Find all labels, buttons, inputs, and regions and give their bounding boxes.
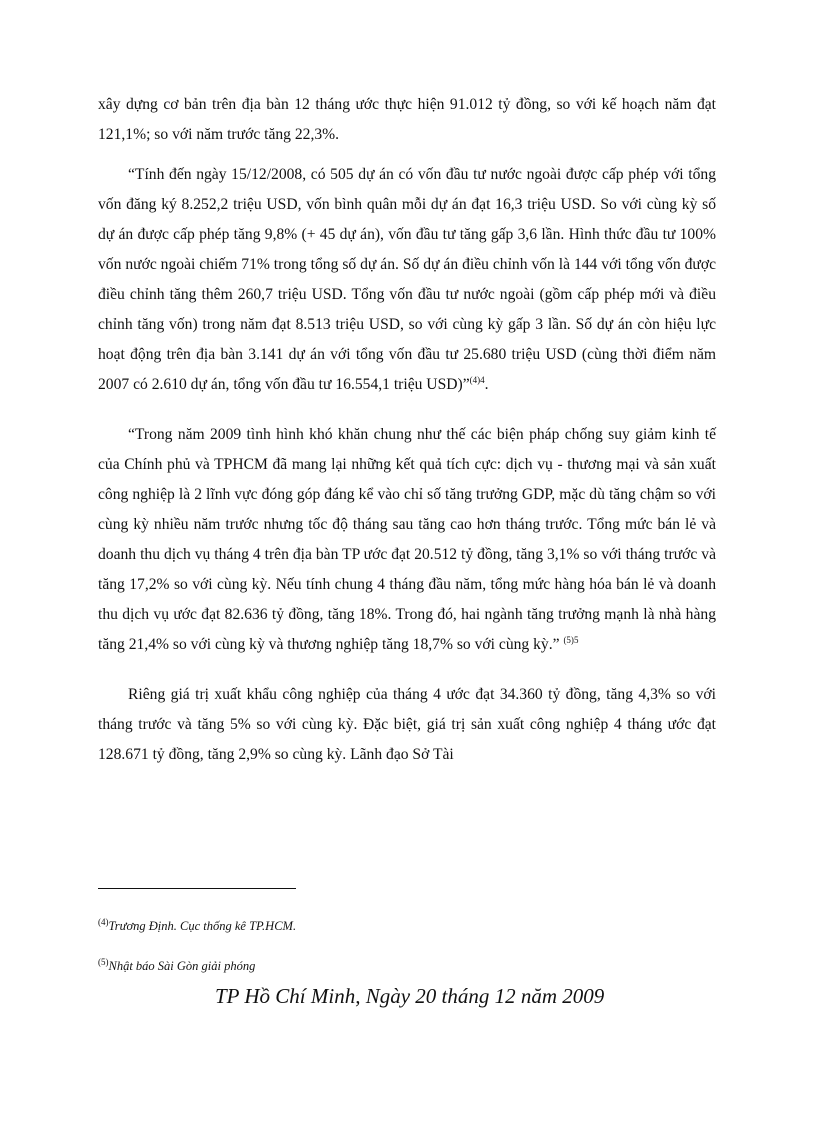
footnote-text: Nhật báo Sài Gòn giải phóng (108, 959, 256, 973)
paragraph-text: Riêng giá trị xuất khẩu công nghiệp của tháng 4 ước đạt 34.360 tỷ đồng, tăng 4,3% so với tháng trước và tăng 5% so với cùng kỳ. Đặc biệt, giá trị sản xuất công nghiệp 4 tháng ước đạt 128.671 tỷ đồng, tăng 2,9% so cùng kỳ. Lãnh đạo Sở Tài (98, 686, 716, 763)
footnote-marker: (4) (98, 916, 109, 927)
paragraph-economy-2009 (98, 420, 716, 660)
paragraph-construction-investment (98, 90, 716, 150)
footnote-4 (98, 918, 296, 934)
footnote-ref-4: (4) (469, 374, 481, 385)
footnote-separator (98, 888, 296, 889)
paragraph-text: xây dựng cơ bản trên địa bàn 12 tháng ước thực hiện 91.012 tỷ đồng, so với kế hoạch năm đạt 121,1%; so với năm trước tăng 22,3%. (98, 96, 716, 143)
paragraph-end-punct: . (484, 376, 489, 393)
footnote-marker: (5) (98, 956, 109, 967)
footnote-ref-5-dup: 5 (573, 634, 579, 645)
footnote-ref-5: (5) (563, 634, 574, 645)
paragraph-foreign-investment (98, 160, 716, 400)
paragraph-text: “Trong năm 2009 tình hình khó khăn chung như thế các biện pháp chống suy giảm kinh tế của Chính phủ và TPHCM đã mang lại những kết quả tích cực: dịch vụ - thương mại và sản xuất công nghiệp là 2 lĩnh vực đóng góp đáng kể vào chỉ số tăng trưởng GDP, mặc dù tăng chậm so với cùng kỳ nhiều năm trước nhưng tốc độ tháng sau tăng cao hơn tháng trước. Tổng mức bán lẻ và doanh thu dịch vụ tháng 4 trên địa bàn TP ước đạt 20.512 tỷ đồng, tăng 3,1% so với tháng trước và tăng 17,2% so với cùng kỳ. Nếu tính chung 4 tháng đầu năm, tổng mức hàng hóa bán lẻ và doanh thu dịch vụ ước đạt 82.636 tỷ đồng, tăng 18%. Trong đó, hai ngành tăng trưởng mạnh là nhà hàng tăng 21,4% so với cùng kỳ và thương nghiệp tăng 18,7% so với cùng kỳ.” (98, 426, 716, 653)
paragraph-industrial-export (98, 680, 716, 770)
footnote-5 (98, 958, 255, 974)
document-body (98, 90, 716, 770)
footnote-text: Trương Định. Cục thống kê TP.HCM. (108, 919, 297, 933)
date-signature-line: TP Hồ Chí Minh, Ngày 20 tháng 12 năm 2009 (215, 984, 605, 1008)
footnote-ref-4-dup: 4 (480, 374, 485, 385)
paragraph-text: “Tính đến ngày 15/12/2008, có 505 dự án có vốn đầu tư nước ngoài được cấp phép với tổng vốn đăng ký 8.252,2 triệu USD, vốn bình quân mỗi dự án đạt 16,3 triệu USD. So với cùng kỳ số dự án được cấp phép tăng 9,8% (+ 45 dự án), vốn đầu tư tăng gấp 3,6 lần. Hình thức đầu tư 100% vốn nước ngoài chiếm 71% trong tổng số dự án. Số dự án điều chỉnh vốn là 144 với tổng vốn được điều chỉnh tăng thêm 260,7 triệu USD. Tổng vốn đầu tư nước ngoài (gồm cấp phép mới và điều chỉnh tăng vốn) trong năm đạt 8.513 triệu USD, so với cùng kỳ gấp 3 lần. Số dự án còn hiệu lực hoạt động trên địa bàn 3.141 dự án với tổng vốn đầu tư 25.680 triệu USD (cùng thời điểm năm 2007 có 2.610 dự án, tổng vốn đầu tư 16.554,1 triệu USD)” (98, 166, 716, 393)
